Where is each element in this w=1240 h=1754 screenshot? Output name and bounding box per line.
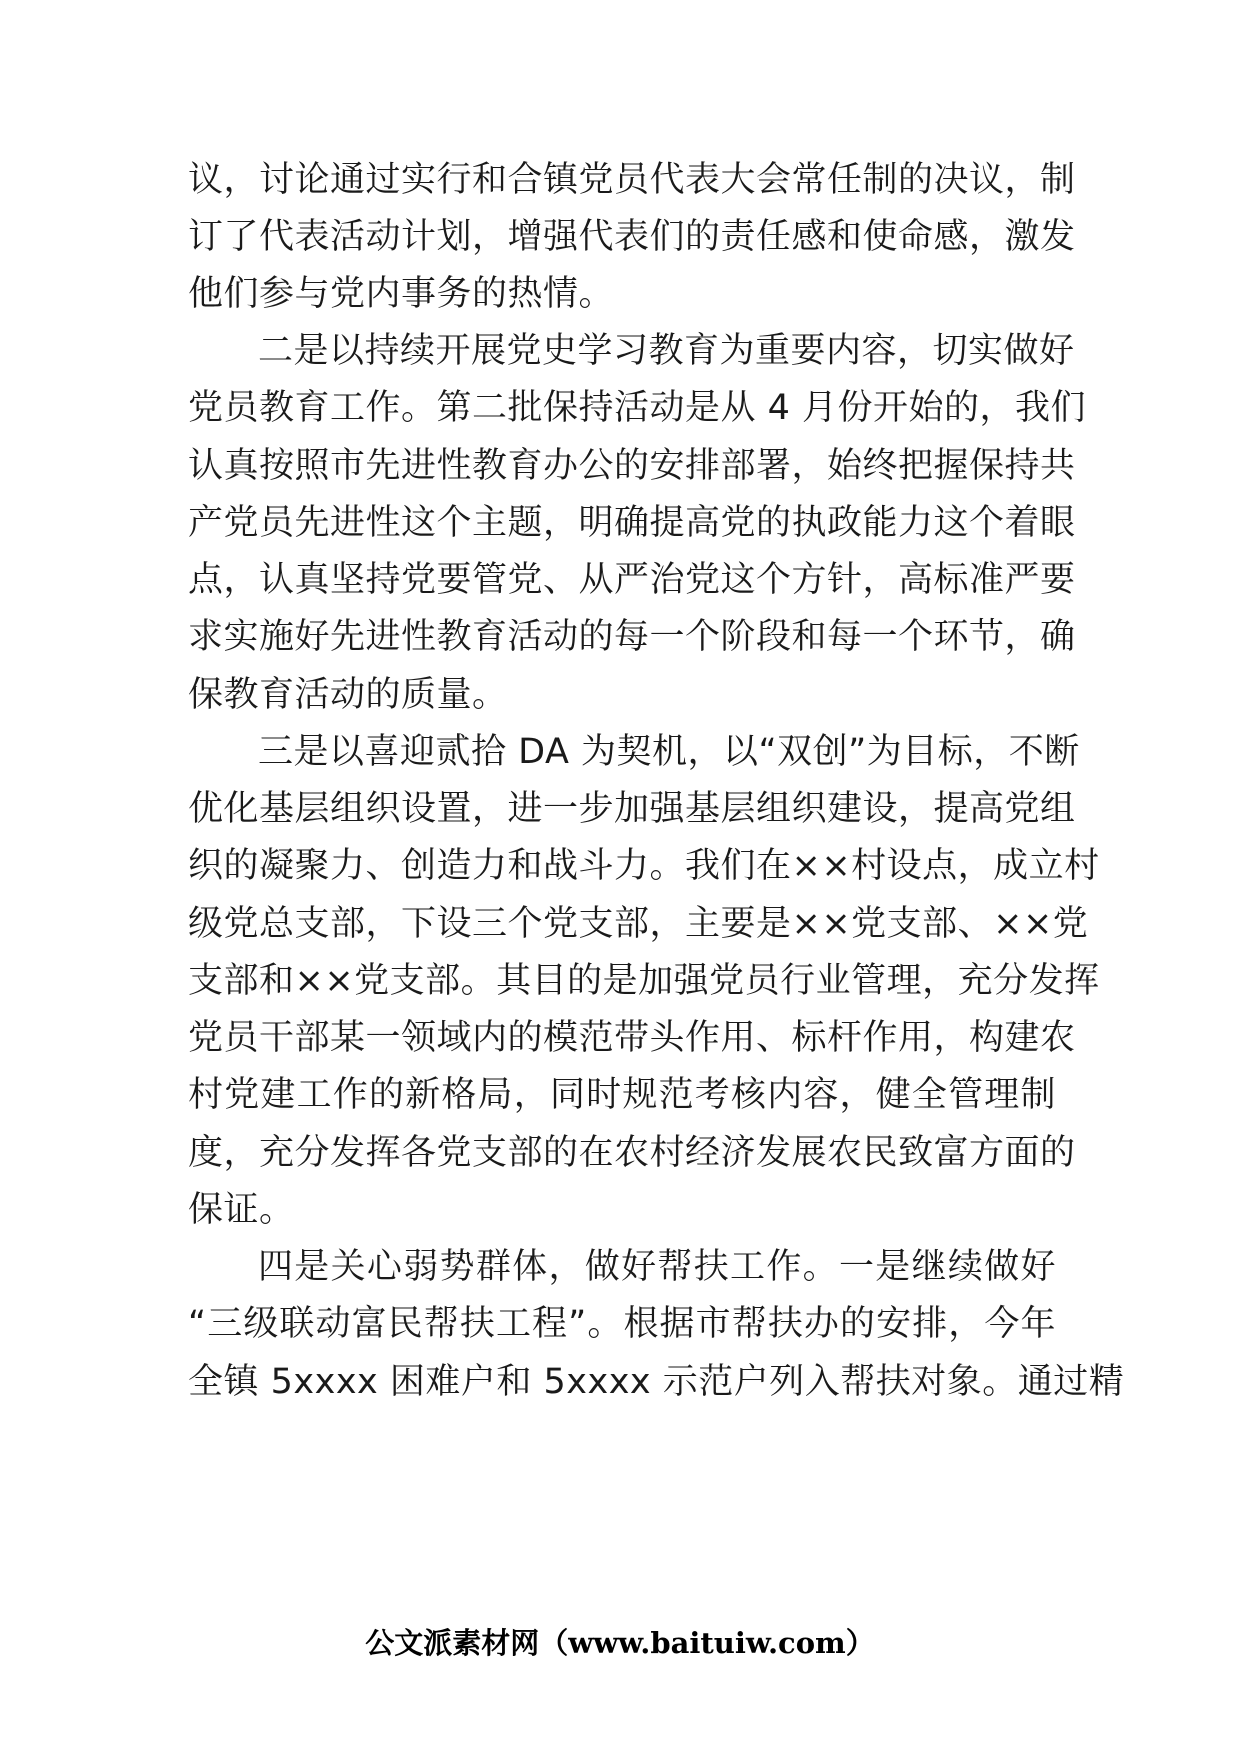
text-line: 党员教育工作。第二批保持活动是从 4 月份开始的，我们 xyxy=(188,388,1087,428)
text-line: 他们参与党内事务的热情。 xyxy=(188,274,615,314)
text-line: 村党建工作的新格局，同时规范考核内容，健全管理制 xyxy=(188,1075,1056,1115)
text-line: 三是以喜迎贰拾 DA 为契机，以“双创”为目标，不断 xyxy=(258,732,1080,772)
text-line: 支部和××党支部。其目的是加强党员行业管理，充分发挥 xyxy=(188,961,1100,1001)
text-line: “三级联动富民帮扶工程”。根据市帮扶办的安排，今年 xyxy=(188,1304,1056,1344)
text-line: 求实施好先进性教育活动的每一个阶段和每一个环节，确 xyxy=(188,617,1076,657)
text-line: 议，讨论通过实行和合镇党员代表大会常任制的决议，制 xyxy=(188,160,1076,200)
text-line: 保证。 xyxy=(188,1190,295,1230)
text-line: 点，认真坚持党要管党、从严治党这个方针，高标准严要 xyxy=(188,560,1076,600)
page-footer-watermark: 公文派素材网（www.baituiw.com） xyxy=(365,1626,875,1660)
text-line: 级党总支部，下设三个党支部，主要是××党支部、××党 xyxy=(188,904,1089,944)
text-line: 二是以持续开展党史学习教育为重要内容，切实做好 xyxy=(258,331,1075,371)
text-line: 订了代表活动计划，增强代表们的责任感和使命感，激发 xyxy=(188,217,1076,257)
text-line: 度，充分发挥各党支部的在农村经济发展农民致富方面的 xyxy=(188,1133,1076,1173)
text-line: 产党员先进性这个主题，明确提高党的执政能力这个着眼 xyxy=(188,503,1076,543)
text-line: 党员干部某一领域内的模范带头作用、标杆作用，构建农 xyxy=(188,1018,1076,1058)
text-line: 保教育活动的质量。 xyxy=(188,675,508,715)
text-line: 优化基层组织设置，进一步加强基层组织建设，提高党组 xyxy=(188,789,1076,829)
text-line: 认真按照市先进性教育办公的安排部署，始终把握保持共 xyxy=(188,446,1076,486)
text-line: 全镇 5xxxx 困难户和 5xxxx 示范户列入帮扶对象。通过精 xyxy=(188,1362,1125,1402)
text-line: 织的凝聚力、创造力和战斗力。我们在××村设点，成立村 xyxy=(188,846,1100,886)
text-line: 四是关心弱势群体，做好帮扶工作。一是继续做好 xyxy=(258,1247,1056,1287)
